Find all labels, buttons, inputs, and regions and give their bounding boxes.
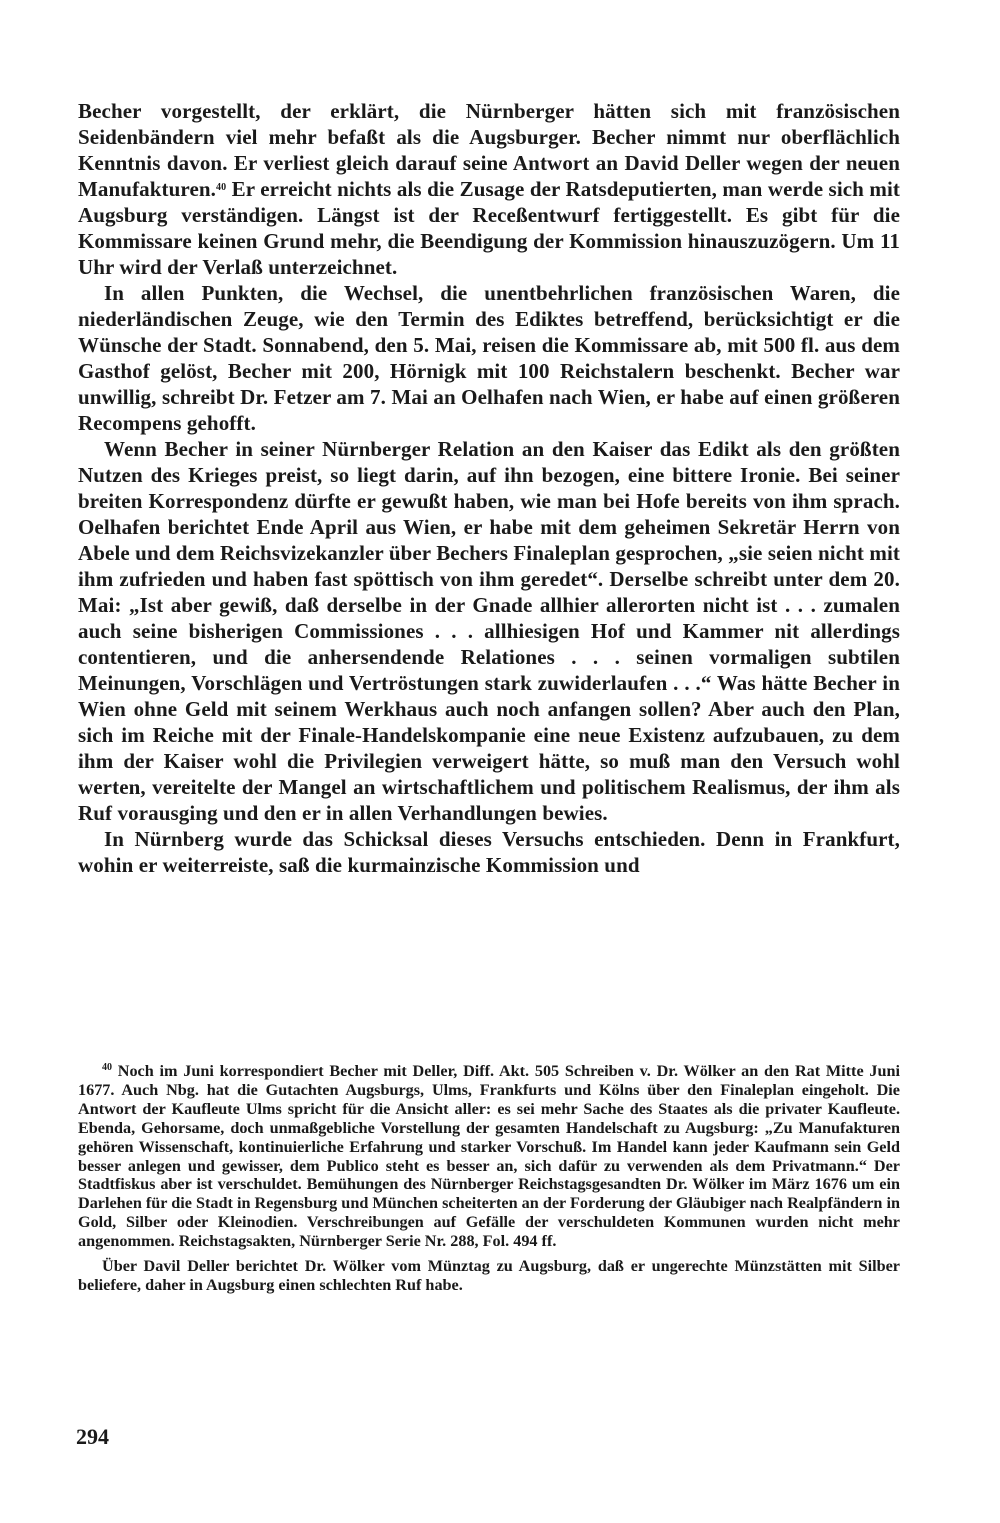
paragraph-1-text-b: Er erreicht nichts als die Zusage der Ratsdeputierten, man werde sich mit Augsburg verständigen. Längst ist der Receßentwurf fertiggestellt. Es gibt für die Kommissare keinen Grund mehr, die Beendigung der Kommission hinauszuzögern. Um 11 Uhr wird der Verlaß unterzeichnet.	[78, 177, 900, 279]
footnote-mark: 40	[102, 1062, 112, 1073]
paragraph-3: Wenn Becher in seiner Nürnberger Relation an den Kaiser das Edikt als den größten Nutzen des Krieges preist, so liegt darin, auf ihn bezogen, eine bittere Ironie. Bei seiner breiten Korrespondenz dürfte er gewußt haben, wie man bei Hofe bereits von ihm sprach. Oelhafen berichtet Ende April aus Wien, er habe mit dem geheimen Sekretär Herrn von Abele und dem Reichsvizekanzler über Bechers Finaleplan gesprochen, „sie seien nicht mit ihm zufrieden und haben fast spöttisch von ihm geredet“. Derselbe schreibt unter dem 20. Mai: „Ist aber gewiß, daß derselbe in der Gnade allhier allerorten nicht ist . . . zumalen auch seine bisherigen Commissiones . . . allhiesigen Hof und Kammer nit allerdings contentieren, und die anhersendende Relationes . . . seinen vormaligen subtilen Meinungen, Vorschlägen und Vertröstungen stark zuwiderlaufen . . .“ Was hätte Becher in Wien ohne Geld mit seinem Werkhaus auch noch anfangen sollen? Aber auch den Plan, sich im Reiche mit der Finale-Handelskompanie eine neue Existenz aufzubauen, zu dem ihm der Kaiser wohl die Privilegien verweigert hätte, so muß man den Versuch wohl werten, vereitelte der Mangel an wirtschaftlichem und politischem Realismus, der ihm als Ruf vorausging und den er in allen Verhandlungen bewies.	[78, 437, 900, 825]
page-number: 294	[76, 1424, 109, 1449]
paragraph-4: In Nürnberg wurde das Schicksal dieses Versuchs entschieden. Denn in Frankfurt, wohin er weiterreiste, saß die kurmainzische Kommission und	[78, 827, 900, 877]
footnote-40-text: Noch im Juni korrespondiert Becher mit Deller, Diff. Akt. 505 Schreiben v. Dr. Wölker an den Rat Mitte Juni 1677. Auch Nbg. hat die Gutachten Augsburgs, Ulms, Frankfurts und Kölns über den Finaleplan eingeholt. Die Antwort der Kaufleute Ulms spricht für die Ansicht aller: es sei mehr Sache des Staates als die privater Kaufleute. Ebenda, Gehorsame, doch unmaßgebliche Vorstellung der gesamten Handelschaft zu Augsburg: „Zu Manufakturen gehören Wissenschaft, kontinuierliche Erfahrung und starker Vorschuß. Im Handel kann jeder Kaufmann sein Geld besser anlegen und gewisser, dem Publico steht es besser an, sich dafür zu verwenden als dem Privatmann.“ Der Stadtfiskus aber ist verschuldet. Bemühungen des Nürnberger Reichstagsgesandten Dr. Wölker im März 1676 um ein Darlehen für die Stadt in Regensburg und München scheiterten an der Forderung der Gläubiger nach Realpfändern in Gold, Silber oder Kleinodien. Verschreibungen auf Gefälle der verschuldeten Kommunen wurden nicht mehr angenommen. Reichstagsakten, Nürnberger Serie Nr. 288, Fol. 494 ff.	[78, 1062, 900, 1251]
footnote-40	[78, 1062, 900, 1251]
paragraph-1-text-a: Becher vorgestellt, der erklärt, die Nürnberger hätten sich mit französischen Seidenbändern viel mehr befaßt als die Augsburger. Becher nimmt nur oberflächlich Kenntnis davon. Er verliest gleich darauf seine Antwort an David Deller wegen der neuen Manufakturen.	[78, 99, 900, 201]
footnote-continuation: Über Davil Deller berichtet Dr. Wölker vom Münztag zu Augsburg, daß er ungerechte Münzstätten mit Silber beliefere, daher in Augsburg einen schlechten Ruf habe.	[78, 1257, 900, 1294]
main-text	[78, 98, 900, 878]
footnotes	[78, 1062, 900, 1295]
paragraph-1	[78, 98, 900, 280]
paragraph-2: In allen Punkten, die Wechsel, die unentbehrlichen französischen Waren, die niederländischen Zeuge, wie den Termin des Ediktes betreffend, berücksichtigt er die Wünsche der Stadt. Sonnabend, den 5. Mai, reisen die Kommissare ab, mit 500 fl. aus dem Gasthof gelöst, Becher mit 200, Hörnigk mit 100 Reichstalern beschenkt. Becher war unwillig, schreibt Dr. Fetzer am 7. Mai an Oelhafen nach Wien, er habe auf einen größeren Recompens gehofft.	[78, 281, 900, 435]
footnote-reference: 40	[216, 182, 227, 193]
